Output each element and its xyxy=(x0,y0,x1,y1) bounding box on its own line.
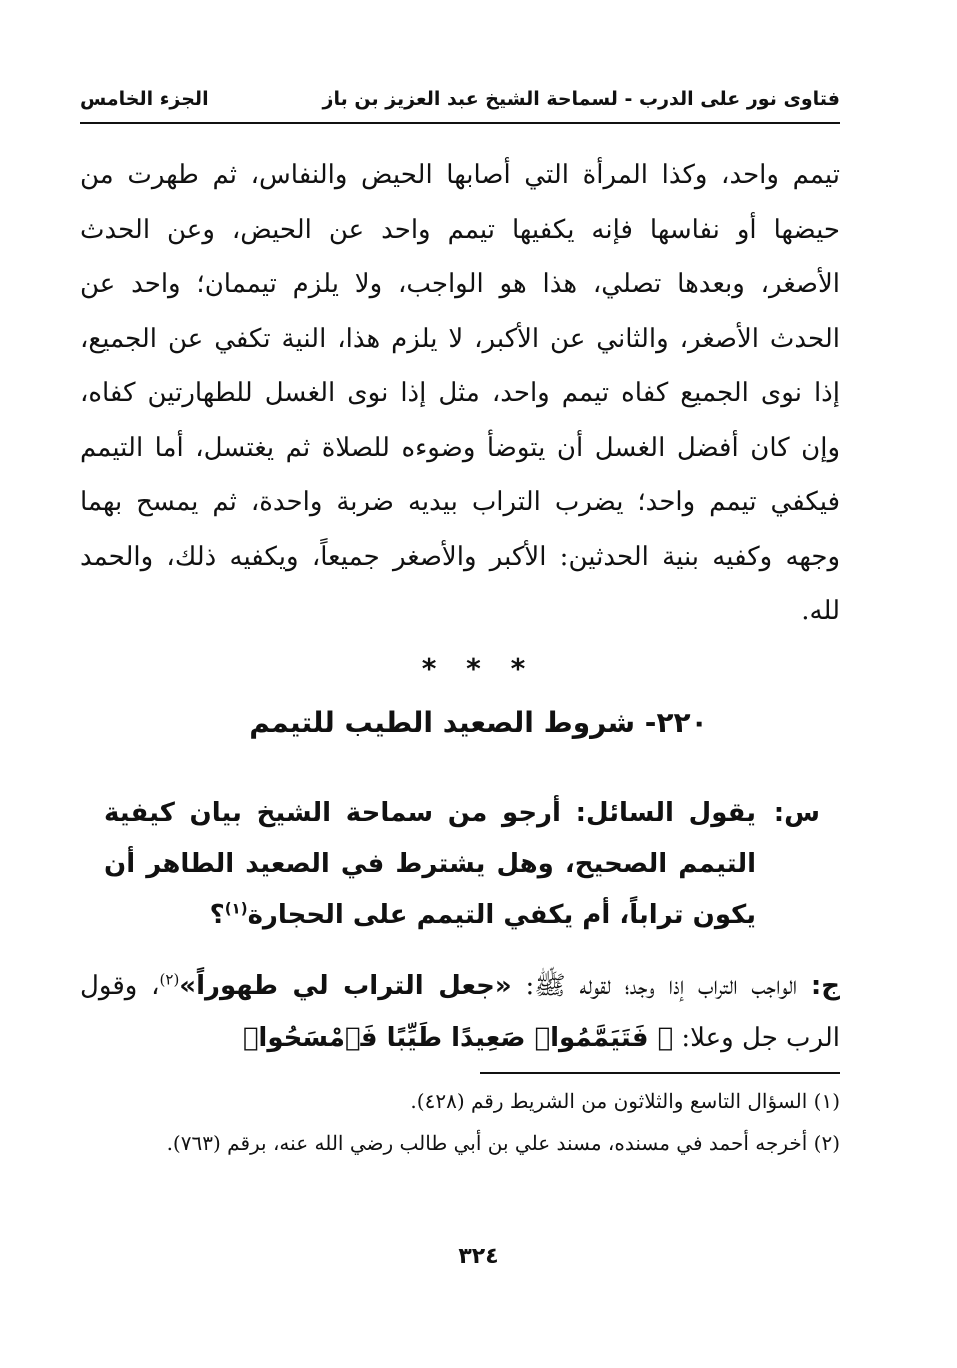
question-text-wrapper xyxy=(104,788,756,941)
hadith-quote: «جعل التراب لي طهوراً» xyxy=(179,971,512,1001)
question-text: يقول السائل: أرجو من سماحة الشيخ بيان كيفية التيمم الصحيح، وهل يشترط في الصعيد الطاهر أن يكون تراباً، أم يكفي التيمم على الحجارة xyxy=(104,798,756,930)
footnote-2: (٢) أخرجه أحمد في مسنده، مسند علي بن أبي طالب رضي الله عنه، برقم (٧٦٣). xyxy=(166,1131,840,1155)
question-block xyxy=(104,788,820,941)
answer-text-2: ، وقول الرب جل وعلا: xyxy=(80,971,840,1053)
header-volume: الجزء الخامس xyxy=(80,88,209,110)
section-heading: ٢٢٠- شروط الصعيد الطيب للتيمم xyxy=(249,706,708,739)
footnote-divider xyxy=(480,1072,840,1074)
running-header xyxy=(80,88,840,124)
footnotes xyxy=(80,1080,840,1164)
answer-text-1: الواجب التراب إذا وجد؛ لقوله ﷺ: xyxy=(525,971,798,1001)
answer-block xyxy=(80,960,840,1064)
answer-label: ج: xyxy=(810,971,841,1001)
quran-verse: ﴿ فَتَيَمَّمُوا۟ صَعِيدًا طَيِّبًا فَٱمْسَحُوا۟ xyxy=(242,1023,674,1053)
footnote-ref-1: (١) xyxy=(224,899,248,918)
page-number: ٣٢٤ xyxy=(458,1244,499,1269)
header-book-title: فتاوى نور على الدرب - لسماحة الشيخ عبد العزيز بن باز xyxy=(322,88,840,110)
body-paragraph: تيمم واحد، وكذا المرأة التي أصابها الحيض والنفاس، ثم طهرت من حيضها أو نفاسها فإنه يكفيها تيمم واحد عن الحيض، وعن الحدث الأصغر، وبعدها تصلي، هذا هو الواجب، ولا يلزم تيممان؛ واحد عن الحدث الأصغر، والثاني عن الأكبر، لا يلزم هذا، النية تكفي عن الجميع، إذا نوى الجميع كفاه تيمم واحد، مثل إذا نوى الغسل للطهارتين كفاه، وإن كان أفضل الغسل أن يتوضأ وضوءه للصلاة ثم يغتسل، أما التيمم فيكفي تيمم واحد؛ يضرب التراب بيديه ضربة واحدة، ثم يمسح بهما وجهه وكفيه بنية الحدثين: الأكبر والأصغر جميعاً، ويكفيه ذلك، والحمد لله. xyxy=(80,160,840,626)
section-separator: * * * xyxy=(421,652,536,685)
question-label: س: xyxy=(773,798,820,828)
footnote-1: (١) السؤال التاسع والثلاثون من الشريط رقم (٤٢٨). xyxy=(410,1089,840,1113)
question-end-mark: ؟ xyxy=(209,900,225,930)
footnote-ref-2: (٢) xyxy=(159,970,180,989)
body-text xyxy=(80,148,840,639)
